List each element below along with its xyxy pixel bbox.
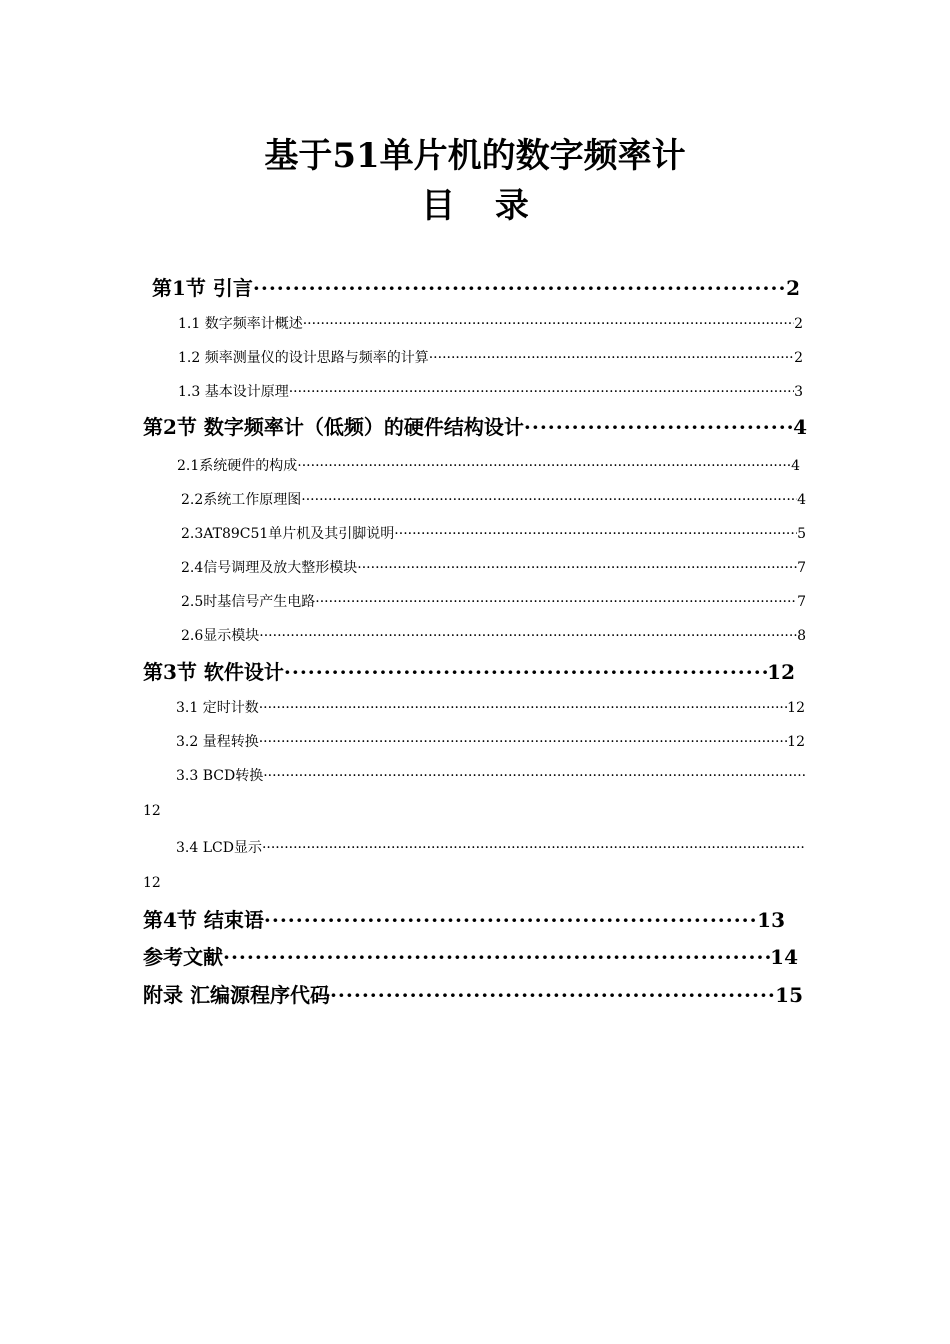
toc-entry-page-wrapped: 12 xyxy=(143,803,161,819)
toc-leader-dots xyxy=(357,560,797,576)
toc-entry-page: 15 xyxy=(775,983,803,1007)
toc-entry-page: 7 xyxy=(797,560,806,576)
toc-leader-dots xyxy=(289,384,794,400)
toc-entry-label: 1.1 数字频率计概述 xyxy=(178,316,303,332)
toc-entry-page: 7 xyxy=(797,594,806,610)
toc-leader-dots xyxy=(297,458,791,474)
toc-entry-page: 12 xyxy=(767,660,795,684)
toc-entry-page: 4 xyxy=(793,415,807,439)
toc-entry-references[interactable] xyxy=(143,941,798,971)
toc-leader-dots xyxy=(259,628,797,644)
toc-entry-label: 1.2 频率测量仪的设计思路与频率的计算 xyxy=(178,350,429,366)
toc-entry-label: 3.2 量程转换 xyxy=(176,734,259,750)
toc-entry-section-4[interactable] xyxy=(143,904,785,934)
toc-leader-dots xyxy=(259,734,787,750)
toc-entry-2-2[interactable] xyxy=(181,489,806,511)
toc-entry-label: 参考文献 xyxy=(143,945,223,969)
toc-leader-dots xyxy=(223,945,770,969)
toc-leader-dots xyxy=(394,526,797,542)
toc-entry-2-5[interactable] xyxy=(181,591,806,613)
toc-entry-label: 2.2系统工作原理图 xyxy=(181,492,302,508)
toc-entry-page: 4 xyxy=(797,492,806,508)
toc-entry-label: 第3节 软件设计 xyxy=(143,660,284,684)
toc-entry-label: 2.4信号调理及放大整形模块 xyxy=(181,560,358,576)
toc-leader-dots xyxy=(429,350,794,366)
toc-entry-page: 2 xyxy=(794,316,803,332)
toc-entry-3-1[interactable] xyxy=(176,697,805,719)
toc-entry-page: 2 xyxy=(786,276,800,300)
toc-entry-1-1[interactable] xyxy=(178,313,803,335)
toc-entry-section-3[interactable] xyxy=(143,656,795,686)
toc-leader-dots xyxy=(315,594,797,610)
toc-entry-page: 5 xyxy=(797,526,806,542)
toc-entry-page: 12 xyxy=(787,700,805,716)
toc-leader-dots xyxy=(253,276,786,300)
toc-leader-dots xyxy=(284,660,767,684)
toc-entry-page: 2 xyxy=(794,350,803,366)
toc-entry-label: 2.3AT89C51单片机及其引脚说明 xyxy=(181,526,395,542)
toc-entry-3-2[interactable] xyxy=(176,731,805,753)
toc-entry-label: 3.4 LCD显示 xyxy=(176,840,262,856)
toc-entry-label: 2.1系统硬件的构成 xyxy=(177,458,298,474)
document-title: 基于51单片机的数字频率计 xyxy=(264,136,686,176)
toc-heading: 目 录 xyxy=(421,186,543,226)
toc-entry-page: 14 xyxy=(770,945,798,969)
toc-entry-3-3[interactable] xyxy=(176,765,805,787)
toc-entry-3-4[interactable] xyxy=(176,837,805,859)
toc-leader-dots xyxy=(263,768,805,784)
toc-leader-dots xyxy=(330,983,775,1007)
toc-entry-2-1[interactable] xyxy=(177,455,800,477)
toc-entry-2-4[interactable] xyxy=(181,557,806,579)
toc-entry-label: 3.1 定时计数 xyxy=(176,700,259,716)
toc-entry-label: 3.3 BCD转换 xyxy=(176,768,264,784)
toc-leader-dots xyxy=(301,492,797,508)
toc-entry-page: 12 xyxy=(787,734,805,750)
toc-leader-dots xyxy=(303,316,794,332)
toc-entry-1-2[interactable] xyxy=(178,347,803,369)
toc-entry-label: 1.3 基本设计原理 xyxy=(178,384,289,400)
toc-entry-page: 13 xyxy=(757,908,785,932)
toc-entry-section-2[interactable] xyxy=(143,411,807,441)
toc-entry-section-1[interactable] xyxy=(152,272,800,302)
toc-entry-label: 第4节 结束语 xyxy=(143,908,264,932)
toc-entry-2-6[interactable] xyxy=(181,625,806,647)
toc-entry-appendix[interactable] xyxy=(143,979,803,1009)
toc-entry-label: 2.6显示模块 xyxy=(181,628,260,644)
toc-entry-label: 2.5时基信号产生电路 xyxy=(181,594,316,610)
toc-entry-page-wrapped: 12 xyxy=(143,875,161,891)
toc-leader-dots xyxy=(262,840,805,856)
toc-entry-1-3[interactable] xyxy=(178,381,803,403)
toc-entry-label: 第2节 数字频率计（低频）的硬件结构设计 xyxy=(143,415,524,439)
toc-entry-2-3[interactable] xyxy=(181,523,806,545)
toc-leader-dots xyxy=(264,908,757,932)
toc-entry-page: 4 xyxy=(791,458,800,474)
toc-leader-dots xyxy=(259,700,787,716)
toc-entry-label: 第1节 引言 xyxy=(152,276,253,300)
toc-entry-label: 附录 汇编源程序代码 xyxy=(143,983,330,1007)
toc-entry-page: 8 xyxy=(797,628,806,644)
toc-entry-page: 3 xyxy=(794,384,803,400)
toc-leader-dots xyxy=(524,415,793,439)
